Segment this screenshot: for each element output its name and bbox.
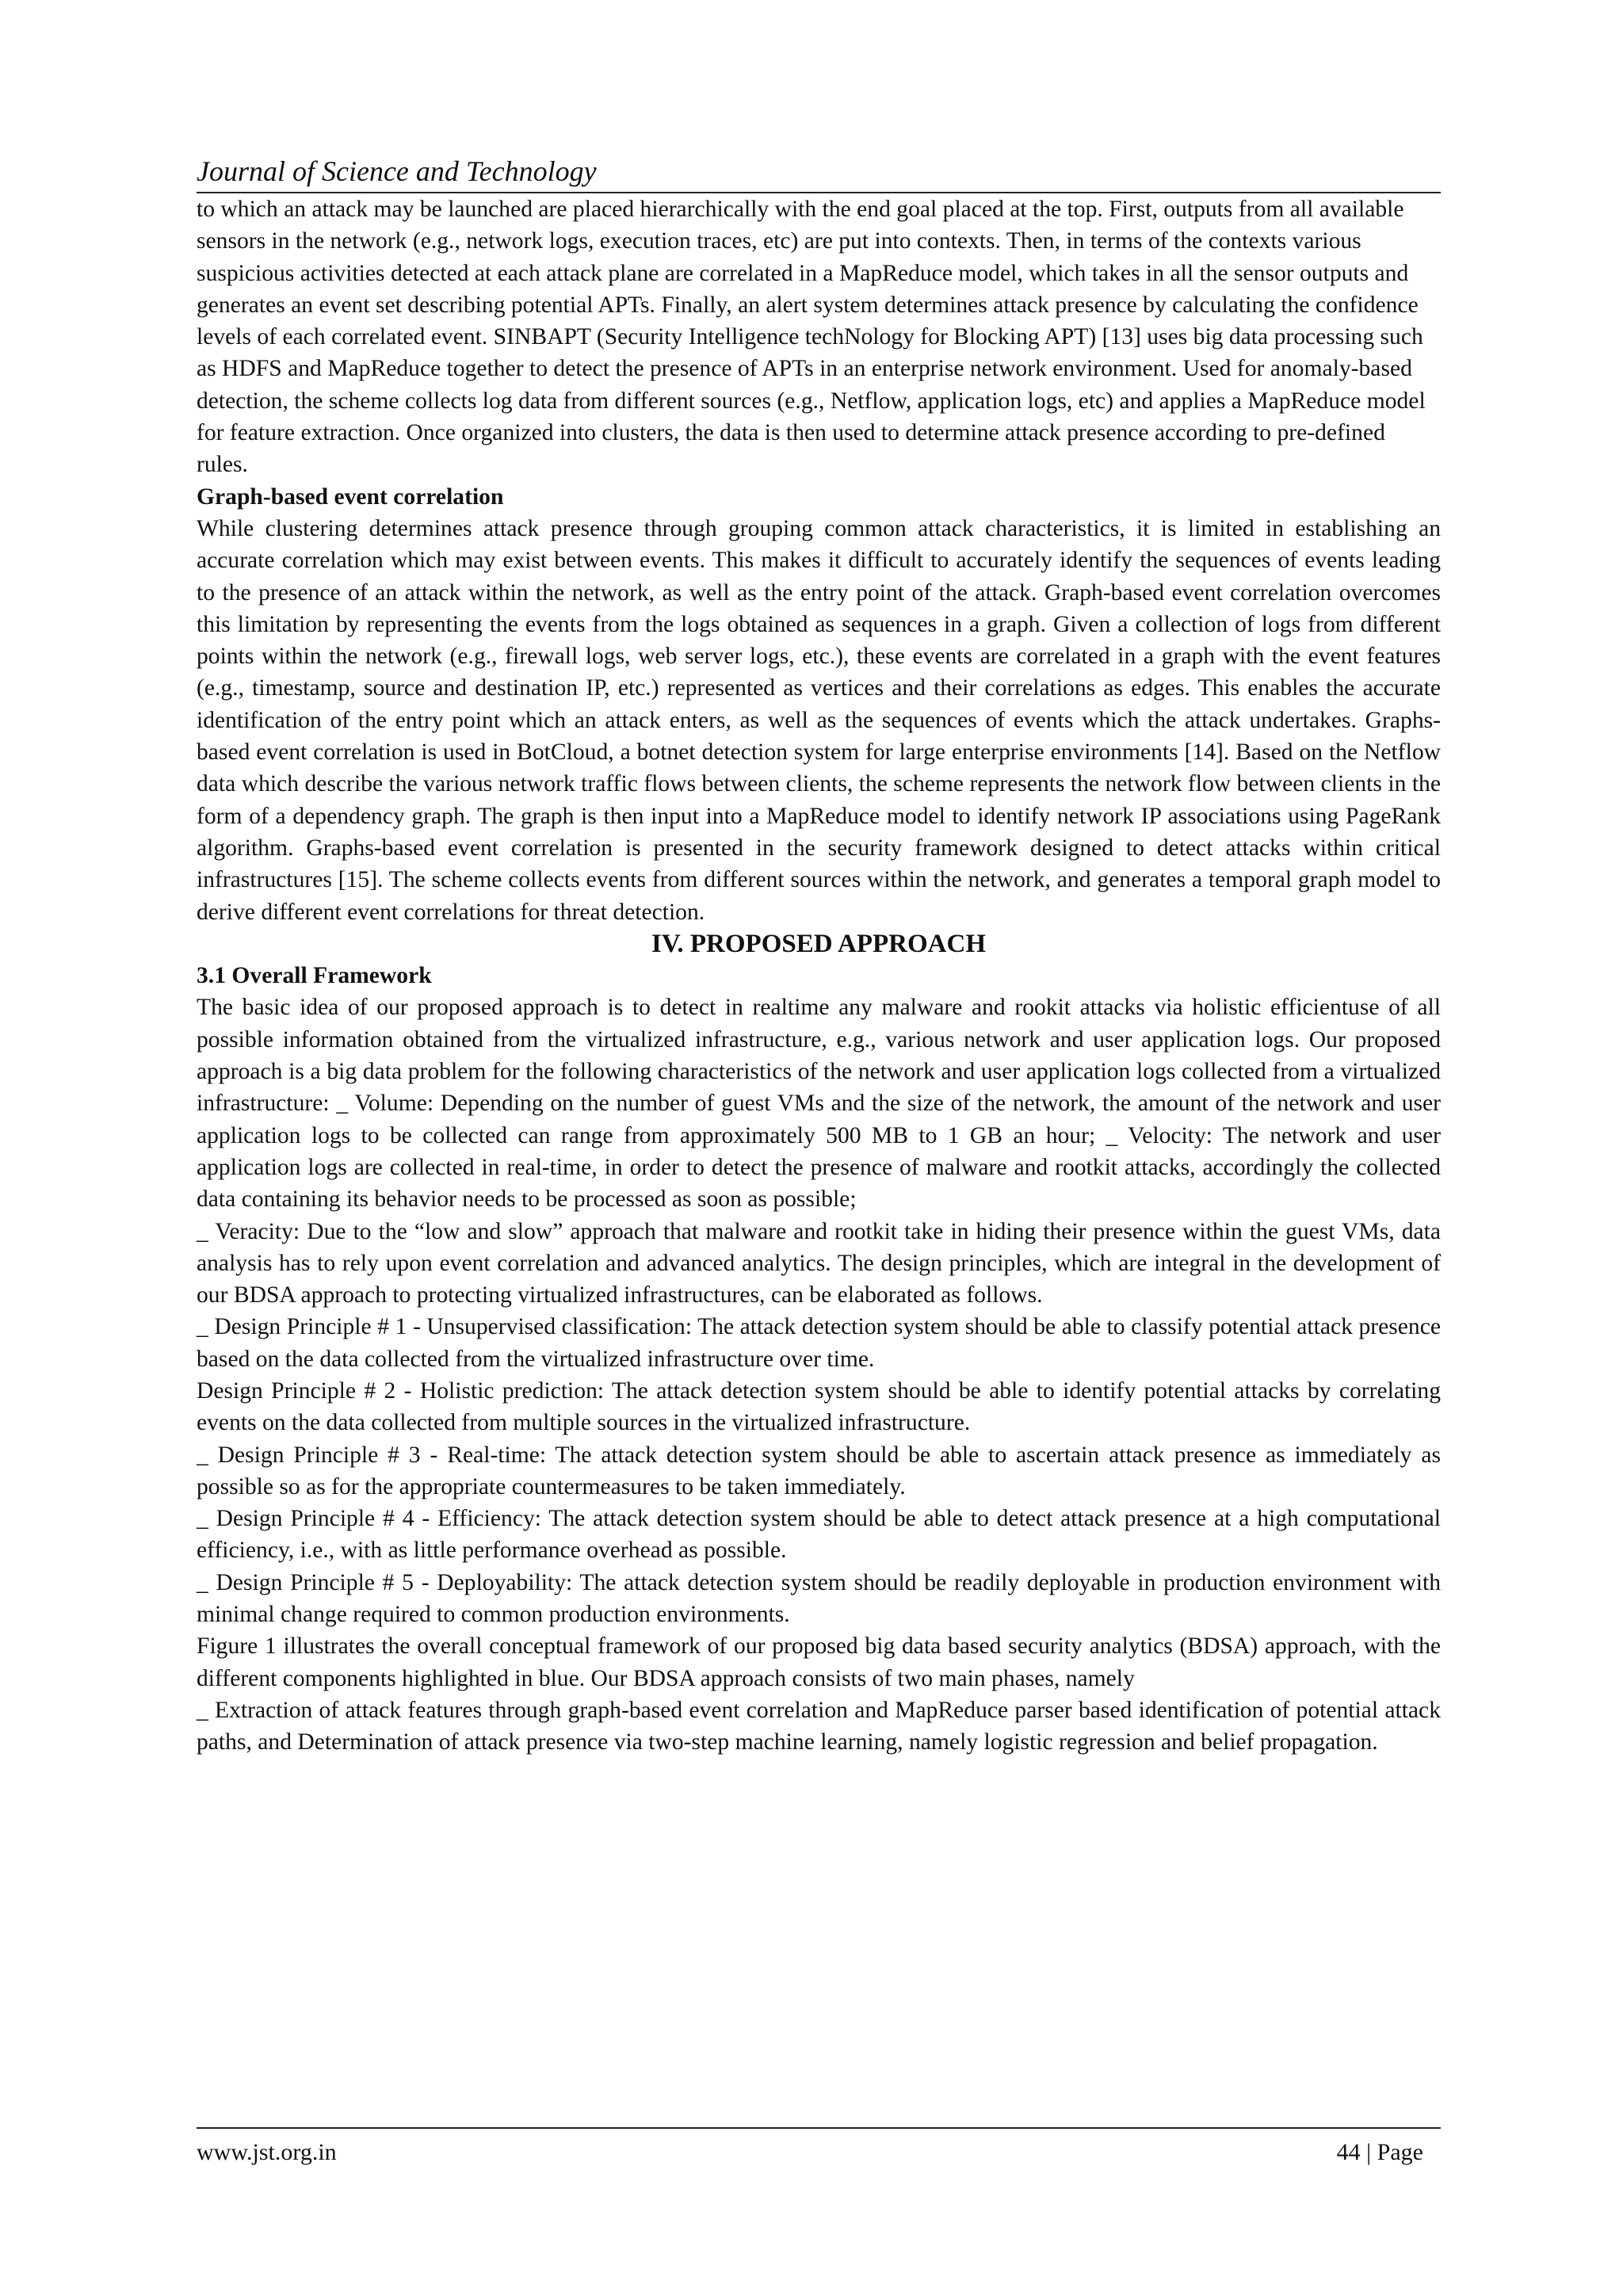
paragraph-design-principle-4: _ Design Principle # 4 - Efficiency: The attack detection system should be able to detect attack presence at a high computational efficiency, i.e., with as little performance overhead as possible. xyxy=(197,1506,1441,1564)
paragraph-design-principle-1: _ Design Principle # 1 - Unsupervised classification: The attack detection system should be able to classify potential attack presence based on the data collected from the virtualized infrastructure over time. xyxy=(197,1314,1441,1372)
subsection-heading-graph-correlation: Graph-based event correlation xyxy=(197,483,504,510)
paragraph-figure-1: Figure 1 illustrates the overall conceptual framework of our proposed big data based security analytics (BDSA) approach, with the different components highlighted in blue. Our BDSA approach consists of two main phases, namely xyxy=(197,1633,1441,1691)
page-number: 44 | Page xyxy=(1336,2139,1423,2165)
page-header xyxy=(197,152,1441,193)
paragraph-graph-correlation: While clustering determines attack presence through grouping common attack characteristics, it is limited in establishing an accurate correlation which may exist between events. This makes it difficult to accurately identify the sequences of events leading to the presence of an attack within the network, as well as the entry point of the attack. Graph-based event correlation overcomes this limitation by representing the events from the logs obtained as sequences in a graph. Given a collection of logs from different points within the network (e.g., firewall logs, web server logs, etc.), these events are correlated in a graph with the event features (e.g., timestamp, source and destination IP, etc.) represented as vertices and their correlations as edges. This enables the accurate identification of the entry point which an attack enters, as well as the sequences of events which the attack undertakes. Graphs-based event correlation is used in BotCloud, a botnet detection system for large enterprise environments [14]. Based on the Netflow data which describe the various network traffic flows between clients, the scheme represents the network flow between clients in the form of a dependency graph. The graph is then input into a MapReduce model to identify network IP associations using PageRank algorithm. Graphs-based event correlation is presented in the security framework designed to detect attacks within critical infrastructures [15]. The scheme collects events from different sources within the network, and generates a temporal graph model to derive different event correlations for threat detection. xyxy=(197,515,1441,925)
paragraph-basic-idea: The basic idea of our proposed approach is to detect in realtime any malware and rookit attacks via holistic efficientuse of all possible information obtained from the virtualized infrastructure, e.g., various network and user application logs. Our proposed approach is a big data problem for the following characteristics of the network and user application logs collected from a virtualized infrastructure: _ Volume: Depending on the number of guest VMs and the size of the network, the amount of the network and user application logs to be collected can range from approximately 500 MB to 1 GB an hour; _ Velocity: The network and user application logs are collected in real-time, in order to detect the presence of malware and rootkit attacks, accordingly the collected data containing its behavior needs to be processed as soon as possible; xyxy=(197,995,1441,1213)
paragraph-design-principle-3: _ Design Principle # 3 - Real-time: The attack detection system should be able to ascertain attack presence as immediately as possible so as for the appropriate countermeasures to be taken immediately. xyxy=(197,1442,1441,1499)
journal-title: Journal of Science and Technology xyxy=(197,155,597,187)
subsection-heading-overall-framework: 3.1 Overall Framework xyxy=(197,963,432,989)
paragraph-design-principle-5: _ Design Principle # 5 - Deployability: The attack detection system should be readily deployable in production environment with minimal change required to common production environments. xyxy=(197,1569,1441,1628)
article-body xyxy=(197,193,1441,1759)
paragraph-design-principle-2: Design Principle # 2 - Holistic prediction: The attack detection system should be able to identify potential attacks by correlating events on the data collected from multiple sources in the virtualized infrastructure. xyxy=(197,1377,1441,1436)
section-heading-proposed-approach: IV. PROPOSED APPROACH xyxy=(651,929,986,958)
paragraph-extraction-phase: _ Extraction of attack features through graph-based event correlation and MapReduce parser based identification of potential attack paths, and Determination of attack presence via two-step machine learning, namely logistic regression and belief propagation. xyxy=(197,1697,1441,1755)
paragraph-apt-contexts: to which an attack may be launched are placed hierarchically with the end goal placed at the top. First, outputs from all available sensors in the network (e.g., network logs, execution traces, etc) are put into contexts. Then, in terms of the contexts various suspicious activities detected at each attack plane are correlated in a MapReduce model, which takes in all the sensor outputs and generates an event set describing potential APTs. Finally, an alert system determines attack presence by calculating the confidence levels of each correlated event. SINBAPT (Security Intelligence techNology for Blocking APT) [13] uses big data processing such as HDFS and MapReduce together to detect the presence of APTs in an enterprise network environment. Used for anomaly-based detection, the scheme collects log data from different sources (e.g., Netflow, application logs, etc) and applies a MapReduce model for feature extraction. Once organized into clusters, the data is then used to determine attack presence according to pre-defined rules. xyxy=(197,197,1426,478)
page-footer xyxy=(197,2127,1441,2176)
paragraph-veracity: _ Veracity: Due to the “low and slow” approach that malware and rootkit take in hiding their presence within the guest VMs, data analysis has to rely upon event correlation and advanced analytics. The design principles, which are integral in the development of our BDSA approach to protecting virtualized infrastructures, can be elaborated as follows. xyxy=(197,1218,1441,1308)
footer-url[interactable]: www.jst.org.in xyxy=(197,2139,337,2165)
